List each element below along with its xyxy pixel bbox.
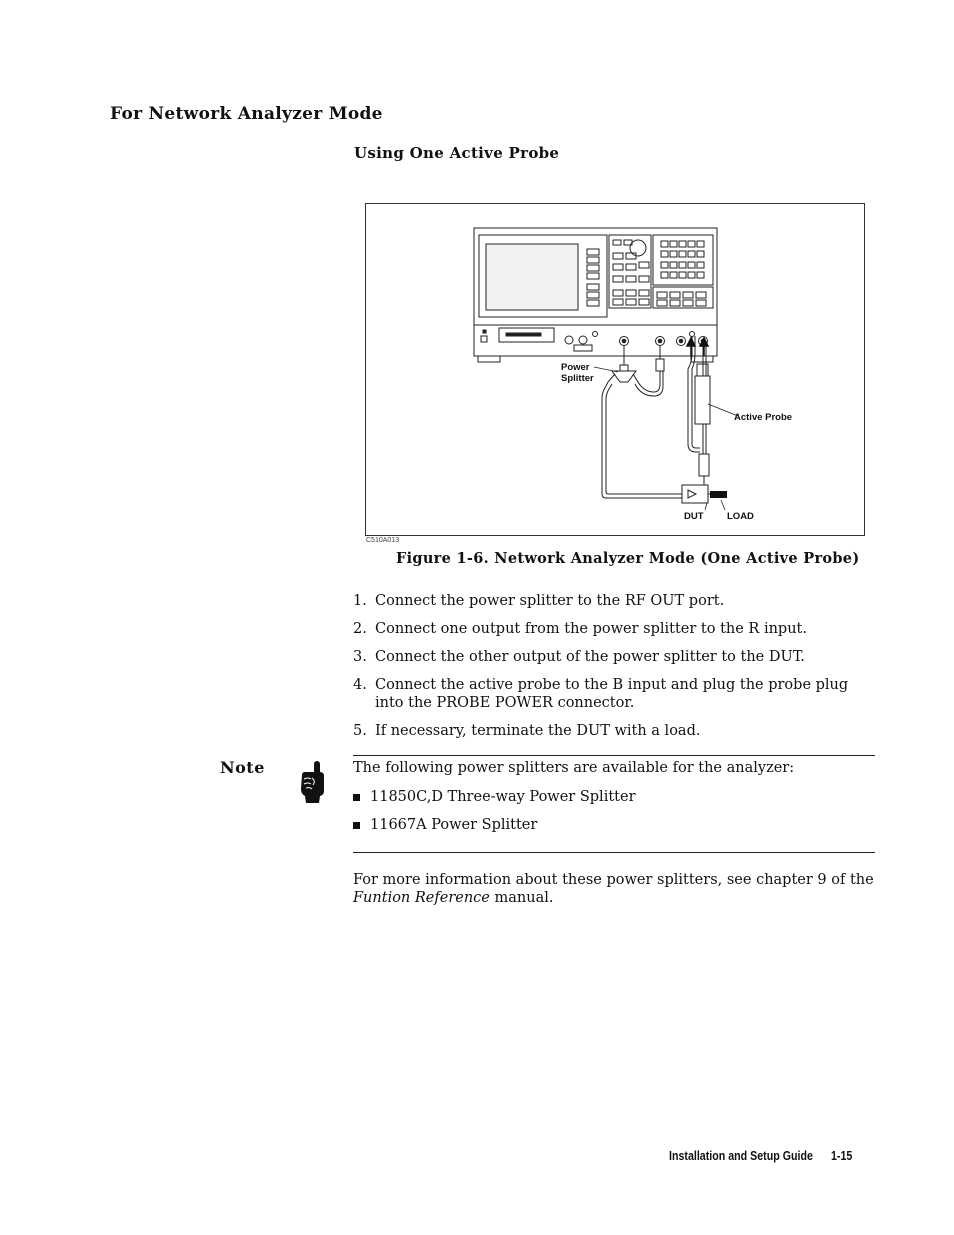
manual-title: Funtion Reference <box>353 890 490 906</box>
more-info-suffix: manual. <box>494 890 554 906</box>
figure-caption: Figure 1-6. Network Analyzer Mode (One Active Probe) <box>396 550 860 567</box>
dut-label: DUT <box>684 511 704 522</box>
step-text: Connect one output from the power splitter to the R input. <box>375 621 807 637</box>
figure-frame <box>365 203 865 536</box>
active-probe-label: Active Probe <box>734 412 793 423</box>
note-text: The following power splitters are available for the analyzer: <box>353 760 795 776</box>
footer-guide-title: Installation and Setup Guide <box>669 1148 813 1163</box>
list-item <box>353 648 863 666</box>
more-info-prefix: For more information about these power splitters, see chapter 9 of the <box>353 872 874 888</box>
list-item <box>353 722 863 740</box>
step-number: 1. <box>353 593 367 609</box>
note-bottom-rule <box>353 852 875 853</box>
steps-list <box>353 592 863 750</box>
section-title: For Network Analyzer Mode <box>110 104 383 124</box>
network-analyzer-diagram <box>366 204 864 535</box>
list-item <box>353 676 863 712</box>
more-info-paragraph <box>353 871 878 907</box>
page-footer <box>669 1148 852 1163</box>
step-number: 2. <box>353 621 367 637</box>
step-number: 3. <box>353 649 367 665</box>
list-item <box>353 788 636 806</box>
analyzer-instrument <box>474 228 717 362</box>
pointing-hand-icon <box>298 761 326 803</box>
step-text: Connect the active probe to the B input and plug the probe plug into the PROBE POWER connector. <box>375 677 849 711</box>
load-termination <box>710 491 727 498</box>
list-item <box>353 620 863 638</box>
bullet-icon <box>353 794 360 801</box>
bullet-icon <box>353 822 360 829</box>
note-bullet-list <box>353 788 636 844</box>
note-top-rule <box>353 755 875 756</box>
step-text: Connect the power splitter to the RF OUT port. <box>375 593 725 609</box>
splitter-label: Splitter <box>561 373 594 384</box>
page-number: 1-15 <box>830 1148 853 1163</box>
cables <box>602 336 711 503</box>
step-number: 5. <box>353 723 367 739</box>
step-text: Connect the other output of the power splitter to the DUT. <box>375 649 805 665</box>
note-label: Note <box>220 758 265 777</box>
load-label: LOAD <box>727 511 754 522</box>
power-label: Power <box>561 362 590 373</box>
bullet-text: 11850C,D Three-way Power Splitter <box>370 789 636 805</box>
step-number: 4. <box>353 677 367 693</box>
list-item <box>353 816 636 834</box>
bullet-text: 11667A Power Splitter <box>370 817 538 833</box>
subsection-title: Using One Active Probe <box>354 144 560 162</box>
list-item <box>353 592 863 610</box>
figure-id: C510A013 <box>366 537 400 544</box>
step-text: If necessary, terminate the DUT with a load. <box>375 723 701 739</box>
